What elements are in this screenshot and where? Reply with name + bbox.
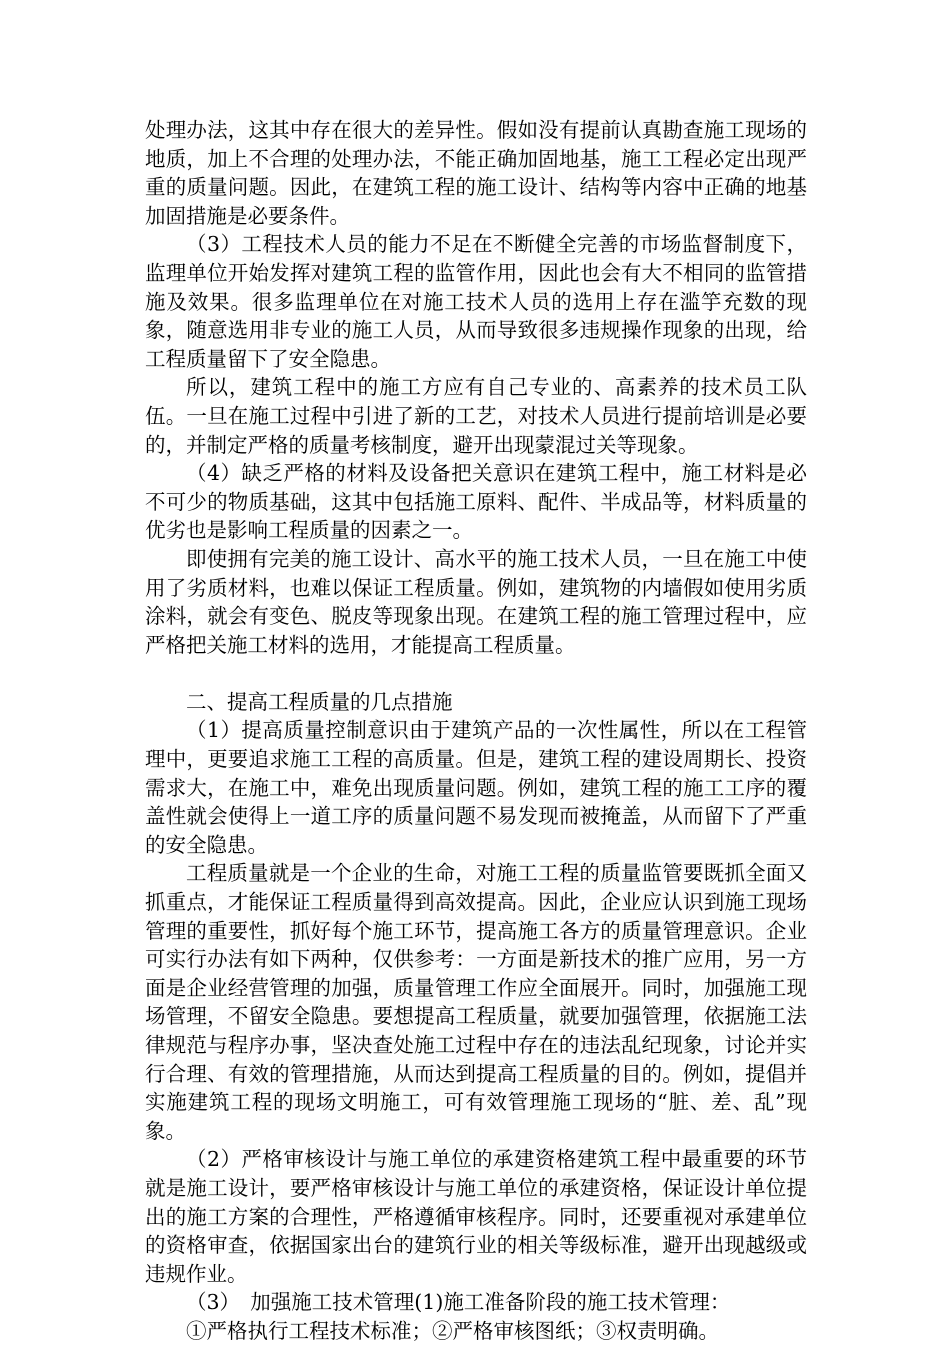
paragraph-quality-awareness: （1）提高质量控制意识由于建筑产品的一次性属性，所以在工程管理中，更要追求施工工程的高质量。但是，建筑工程的建设周期长、投资需求大，在施工中，难免出现质量问题。例如，建筑工程的施工工序的覆盖性就会使得上一道工序的质量问题不易发现而被掩盖，从而留下了严重的安全隐患。 [145, 718, 807, 857]
paragraph-foundation-continued: 处理办法，这其中存在很大的差异性。假如没有提前认真勘查施工现场的地质，加上不合理的处理办法，不能正确加固地基，施工工程必定出现严重的质量问题。因此，在建筑工程的施工设计、结构等内容中正确的地基加固措施是必要条件。 [145, 118, 807, 228]
paragraph-technical-staff: （3）工程技术人员的能力不足在不断健全完善的市场监督制度下，监理单位开始发挥对建筑工程的监管作用，因此也会有大不相同的监管措施及效果。很多监理单位在对施工技术人员的选用上存在滥竽充数的现象，随意选用非专业的施工人员，从而导致很多违规操作现象的出现，给工程质量留下了安全隐患。 [145, 232, 807, 371]
paragraph-inferior-materials: 即使拥有完美的施工设计、高水平的施工技术人员，一旦在施工中使用了劣质材料，也难以保证工程质量。例如，建筑物的内墙假如使用劣质涂料，就会有变色、脱皮等现象出现。在建筑工程的施工管理过程中，应严格把关施工材料的选用，才能提高工程质量。 [145, 546, 807, 657]
paragraph-materials-control: （4）缺乏严格的材料及设备把关意识在建筑工程中，施工材料是必不可少的物质基础，这其中包括施工原料、配件、半成品等，材料质量的优劣也是影响工程质量的因素之一。 [145, 461, 807, 543]
section-heading-measures: 二、提高工程质量的几点措施 [186, 689, 453, 714]
document-page [145, 116, 807, 1346]
paragraph-enterprise-life: 工程质量就是一个企业的生命，对施工工程的质量监管要既抓全面又抓重点，才能保证工程质量得到高效提高。因此，企业应认识到施工现场管理的重要性，抓好每个施工环节，提高施工各方的质量管理意识。企业可实行办法有如下两种，仅供参考：一方面是新技术的推广应用，另一方面是企业经营管理的加强，质量管理工作应全面展开。同时，加强施工现场管理，不留安全隐患。要想提高工程质量，就要加强管理，依据施工法律规范与程序办事，坚决查处施工过程中存在的违法乱纪现象，讨论并实行合理、有效的管理措施，从而达到提高工程质量的目的。例如，提倡并实施建筑工程的现场文明施工，可有效管理施工现场的“脏、差、乱”现象。 [145, 861, 807, 1143]
paragraph-professional-team: 所以，建筑工程中的施工方应有自己专业的、高素养的技术员工队伍。一旦在施工过程中引进了新的工艺，对技术人员进行提前培训是必要的，并制定严格的质量考核制度，避开出现蒙混过关等现象。 [145, 375, 807, 457]
section-spacer [145, 659, 807, 688]
paragraph-technical-management: （3） 加强施工技术管理(1)施工准备阶段的施工技术管理： [186, 1290, 731, 1315]
paragraph-qualification-review: （2）严格审核设计与施工单位的承建资格建筑工程中最重要的环节就是施工设计，要严格审核设计与施工单位的承建资格，保证设计单位提出的施工方案的合理性，严格遵循审核程序。同时，还要重视对承建单位的资格审查，依据国家出台的建筑行业的相关等级标准，避开出现越级或违规作业。 [145, 1147, 807, 1286]
paragraph-preparation-items: ①严格执行工程技术标准；②严格审核图纸；③权责明确。 [186, 1318, 719, 1343]
